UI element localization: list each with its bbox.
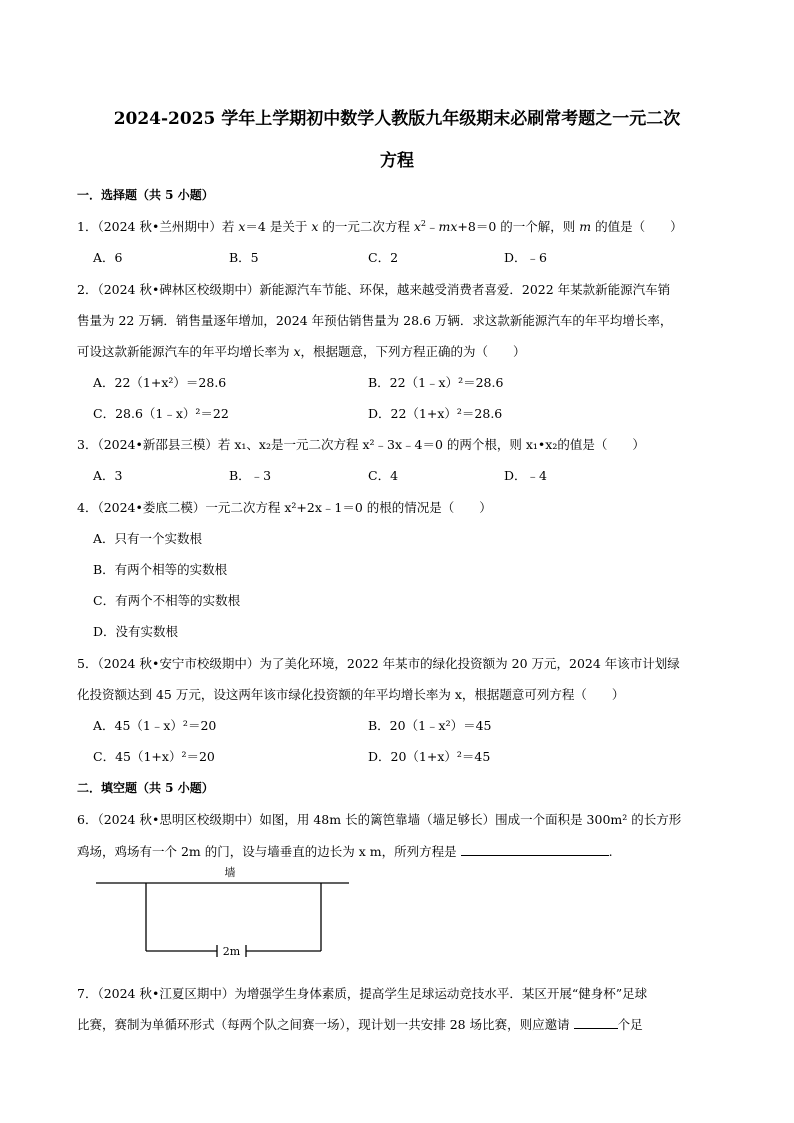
q2-text-a: 可设这款新能源汽车的年平均增长率为 xyxy=(77,344,294,359)
q1-option-c: C．2 xyxy=(368,250,399,265)
doc-title-line2: 方程 xyxy=(380,151,414,171)
section-fill-heading: 二．填空题（共 5 小题） xyxy=(77,781,214,795)
q1-text-c: 的一元二次方程 xyxy=(318,219,414,234)
q7-text: 比赛，赛制为单循环形式（每两个队之间赛一场），现计划一共安排 28 场比赛，则应邀请 xyxy=(77,1017,570,1032)
question-7-line2 xyxy=(77,1015,643,1033)
q5-option-d: D．20（1+x）²＝45 xyxy=(368,749,491,764)
section-choice-heading: 一．选择题（共 5 小题） xyxy=(77,188,214,202)
door-label: 2m xyxy=(222,945,241,958)
q1-text-f: 的值是（ ） xyxy=(591,219,683,234)
answer-blank[interactable] xyxy=(574,1016,618,1029)
q3-option-b: B．﹣3 xyxy=(229,468,272,483)
question-4: 4．（2024•娄底二模）一元二次方程 x²+2x﹣1＝0 的根的情况是（ ） xyxy=(77,500,492,515)
q6-period: . xyxy=(608,844,613,859)
q1-text-a: （2024 秋•兰州期中）若 xyxy=(97,219,239,234)
q1-option-a: A．6 xyxy=(93,250,123,265)
q2-option-b: B．22（1﹣x）²＝28.6 xyxy=(368,375,504,390)
question-1 xyxy=(77,217,683,235)
q1-var: x xyxy=(238,219,246,234)
q7-text-end: 个足 xyxy=(617,1017,643,1032)
q1-var: x xyxy=(311,219,319,234)
question-7-line1: 7．（2024 秋•江夏区期中）为增强学生身体素质，提高学生足球运动竞技水平．某区开展“健身杯”足球 xyxy=(77,986,648,1001)
q4-option-b: B．有两个相等的实数根 xyxy=(93,562,228,577)
q1-text-d: ﹣ xyxy=(425,219,439,234)
question-5-line1: 5．（2024 秋•安宁市校级期中）为了美化环境，2022 年某市的绿化投资额为 20 万元，2024 年该市计划绿 xyxy=(77,656,680,671)
q4-option-c: C．有两个不相等的实数根 xyxy=(93,593,241,608)
doc-title-line1: 2024-2025 学年上学期初中数学人教版九年级期末必刷常考题之一元二次 xyxy=(113,109,681,129)
question-2-line2: 售量为 22 万辆．销售量逐年增加，2024 年预估销售量为 28.6 万辆．求这款新能源汽车的年平均增长率， xyxy=(77,313,673,328)
q5-option-c: C．45（1+x）²＝20 xyxy=(93,749,215,764)
question-6-line2 xyxy=(77,842,613,860)
q2-var: x xyxy=(293,344,301,359)
q1-number: 1． xyxy=(77,219,98,234)
q4-option-d: D．没有实数根 xyxy=(93,624,179,639)
q1-text-b: ＝4 是关于 xyxy=(245,219,312,234)
q1-option-b: B．5 xyxy=(229,250,259,265)
q4-option-a: A．只有一个实数根 xyxy=(93,531,203,546)
wall-label: 墙 xyxy=(224,866,236,879)
q1-option-d: D．﹣6 xyxy=(504,250,547,265)
question-2-line3 xyxy=(77,342,526,360)
q1-text-e: +8＝0 的一个解，则 xyxy=(457,219,580,234)
q2-text-b: ，根据题意，下列方程正确的为（ ） xyxy=(300,344,526,359)
q2-option-a: A．22（1+x²）＝28.6 xyxy=(93,375,227,390)
question-6-line1: 6．（2024 秋•思明区校级期中）如图，用 48m 长的篱笆靠墙（墙足够长）围成一个面积是 300m² 的长方形 xyxy=(77,812,682,827)
q3-option-c: C．4 xyxy=(368,468,399,483)
q2-option-d: D．22（1+x）²＝28.6 xyxy=(368,406,503,421)
q6-text: 鸡场，鸡场有一个 2m 的门，设与墙垂直的边长为 x m，所列方程是 xyxy=(77,844,457,859)
q1-exponent: 2 xyxy=(420,218,426,228)
q2-option-c: C．28.6（1﹣x）²＝22 xyxy=(93,406,229,421)
question-3: 3．（2024•新邵县三模）若 x₁、x₂是一元二次方程 x²﹣3x﹣4＝0 的两个根，则 x₁•x₂的值是（ ） xyxy=(77,437,645,452)
chicken-coop-diagram xyxy=(92,864,352,960)
question-5-line2: 化投资额达到 45 万元，设这两年该市绿化投资额的年平均增长率为 x，根据题意可列方程（ ） xyxy=(77,687,625,702)
q5-option-a: A．45（1﹣x）²＝20 xyxy=(93,718,217,733)
question-2-line1: 2．（2024 秋•碑林区校级期中）新能源汽车节能、环保，越来越受消费者喜爱．2022 年某款新能源汽车销 xyxy=(77,282,671,297)
q3-option-a: A．3 xyxy=(93,468,123,483)
q1-var: m xyxy=(579,219,592,234)
q5-option-b: B．20（1﹣x²）＝45 xyxy=(368,718,492,733)
q1-var: x xyxy=(413,219,421,234)
q3-option-d: D．﹣4 xyxy=(504,468,547,483)
q1-var: mx xyxy=(438,219,458,234)
answer-blank[interactable] xyxy=(461,843,609,856)
